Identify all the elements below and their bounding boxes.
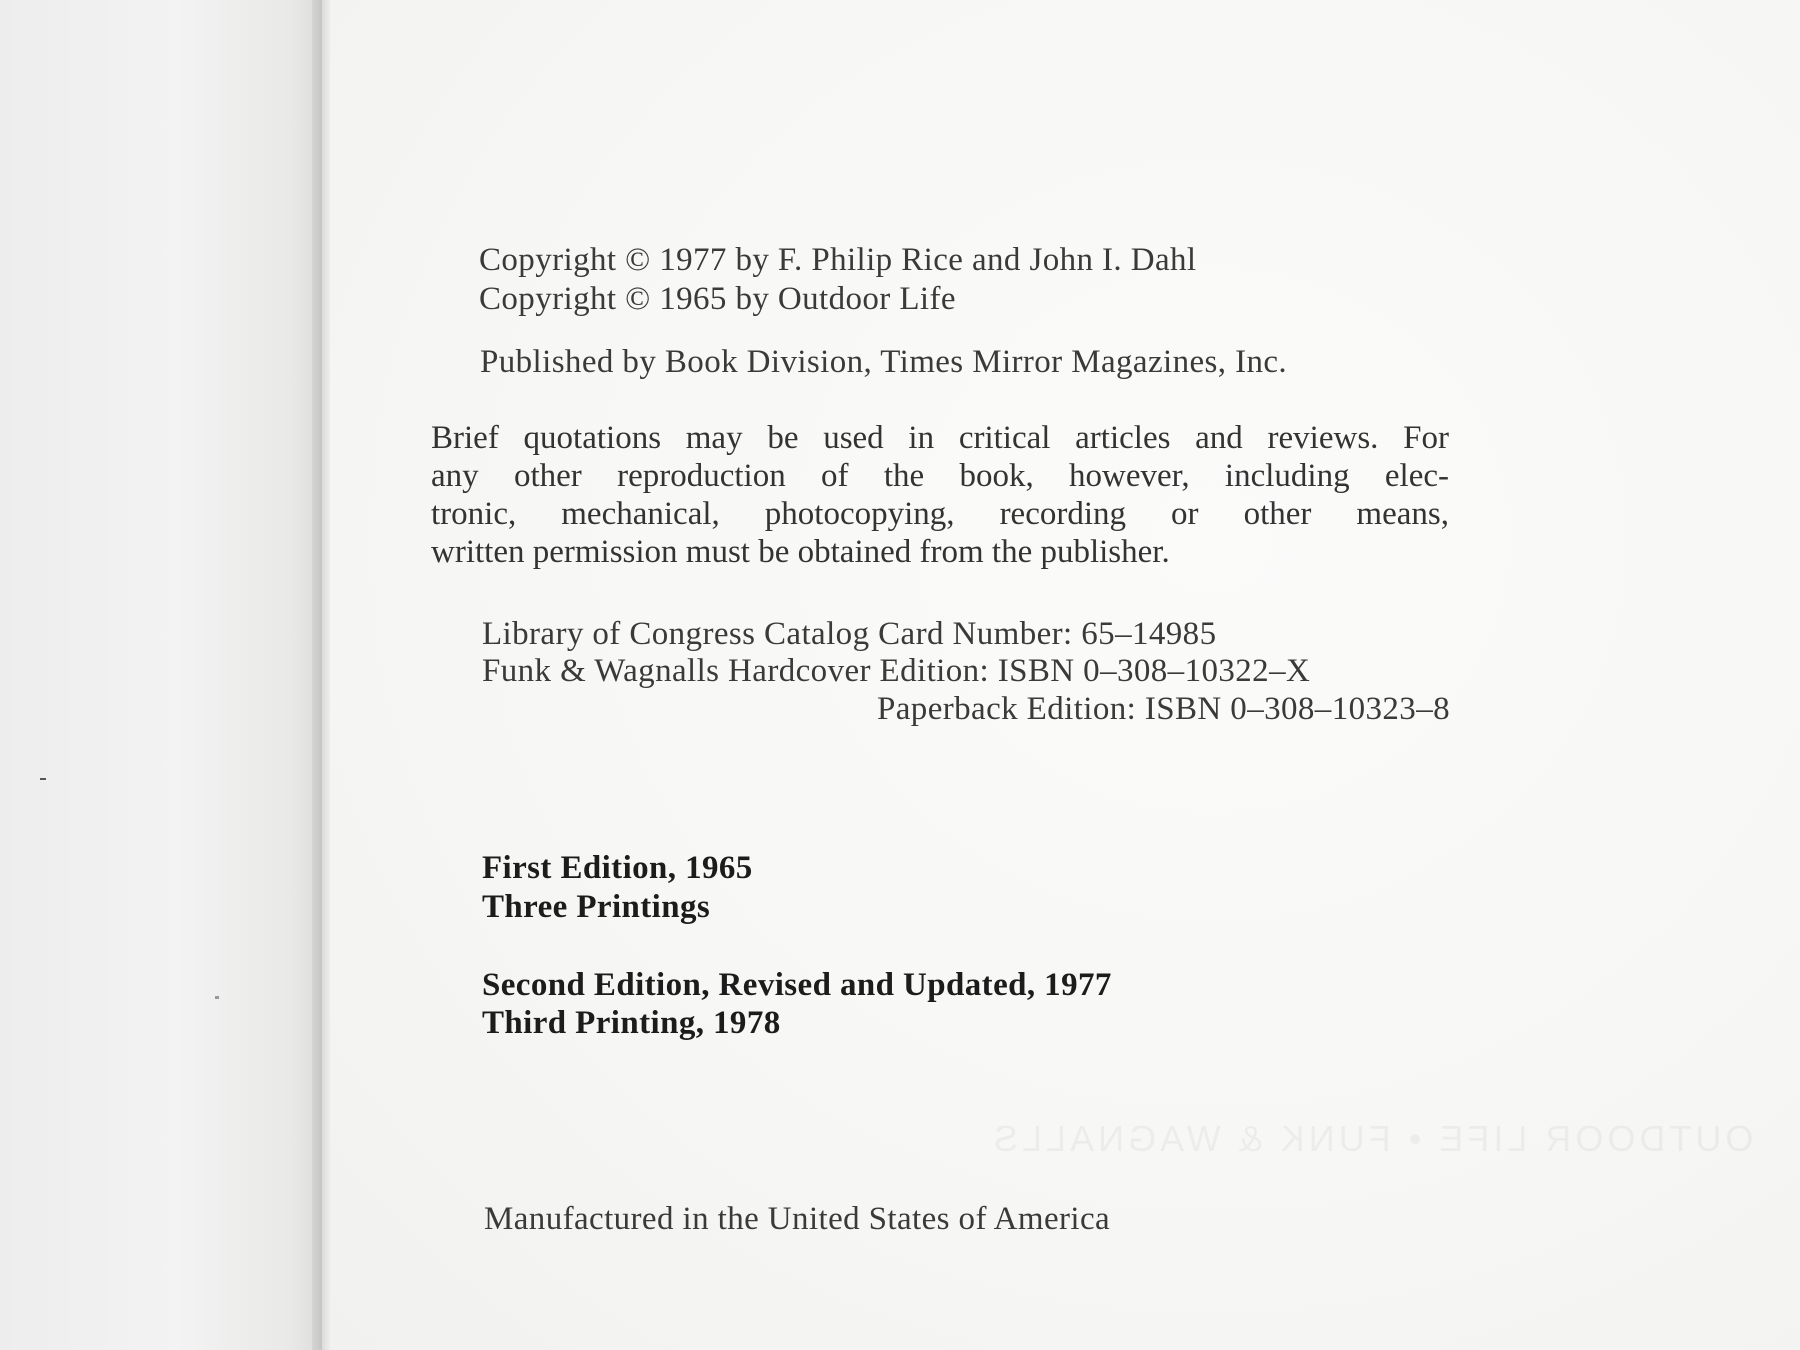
hardcover-isbn: Funk & Wagnalls Hardcover Edition: ISBN 0–308–10322–X [482, 653, 1311, 689]
copyright-line-1977: Copyright © 1977 by F. Philip Rice and John I. Dahl [479, 242, 1197, 278]
rights-notice-line: tronic, mechanical, photocopying, recording or other means, [431, 496, 1449, 532]
reverse-page-bleed [990, 1118, 1753, 1160]
paper-speck [40, 778, 46, 780]
first-edition-printings: Three Printings [482, 889, 711, 925]
publisher-line: Published by Book Division, Times Mirror Magazines, Inc. [480, 344, 1288, 380]
second-edition: Second Edition, Revised and Updated, 1977 [482, 967, 1112, 1003]
facing-page [0, 0, 322, 1350]
rights-notice [431, 419, 1449, 571]
rights-notice-line: written permission must be obtained from the publisher. [431, 534, 1170, 570]
manufactured-line: Manufactured in the United States of America [484, 1201, 1111, 1237]
lccn-line: Library of Congress Catalog Card Number: 65–14985 [482, 616, 1217, 652]
copyright-line-1965: Copyright © 1965 by Outdoor Life [479, 281, 956, 317]
rights-notice-line: any other reproduction of the book, however, including elec- [431, 458, 1449, 494]
rights-notice-line: Brief quotations may be used in critical articles and reviews. For [431, 420, 1449, 456]
paperback-isbn: Paperback Edition: ISBN 0–308–10323–8 [877, 691, 1450, 727]
first-edition: First Edition, 1965 [482, 850, 753, 886]
third-printing: Third Printing, 1978 [482, 1005, 781, 1041]
paper-speck [215, 996, 219, 999]
